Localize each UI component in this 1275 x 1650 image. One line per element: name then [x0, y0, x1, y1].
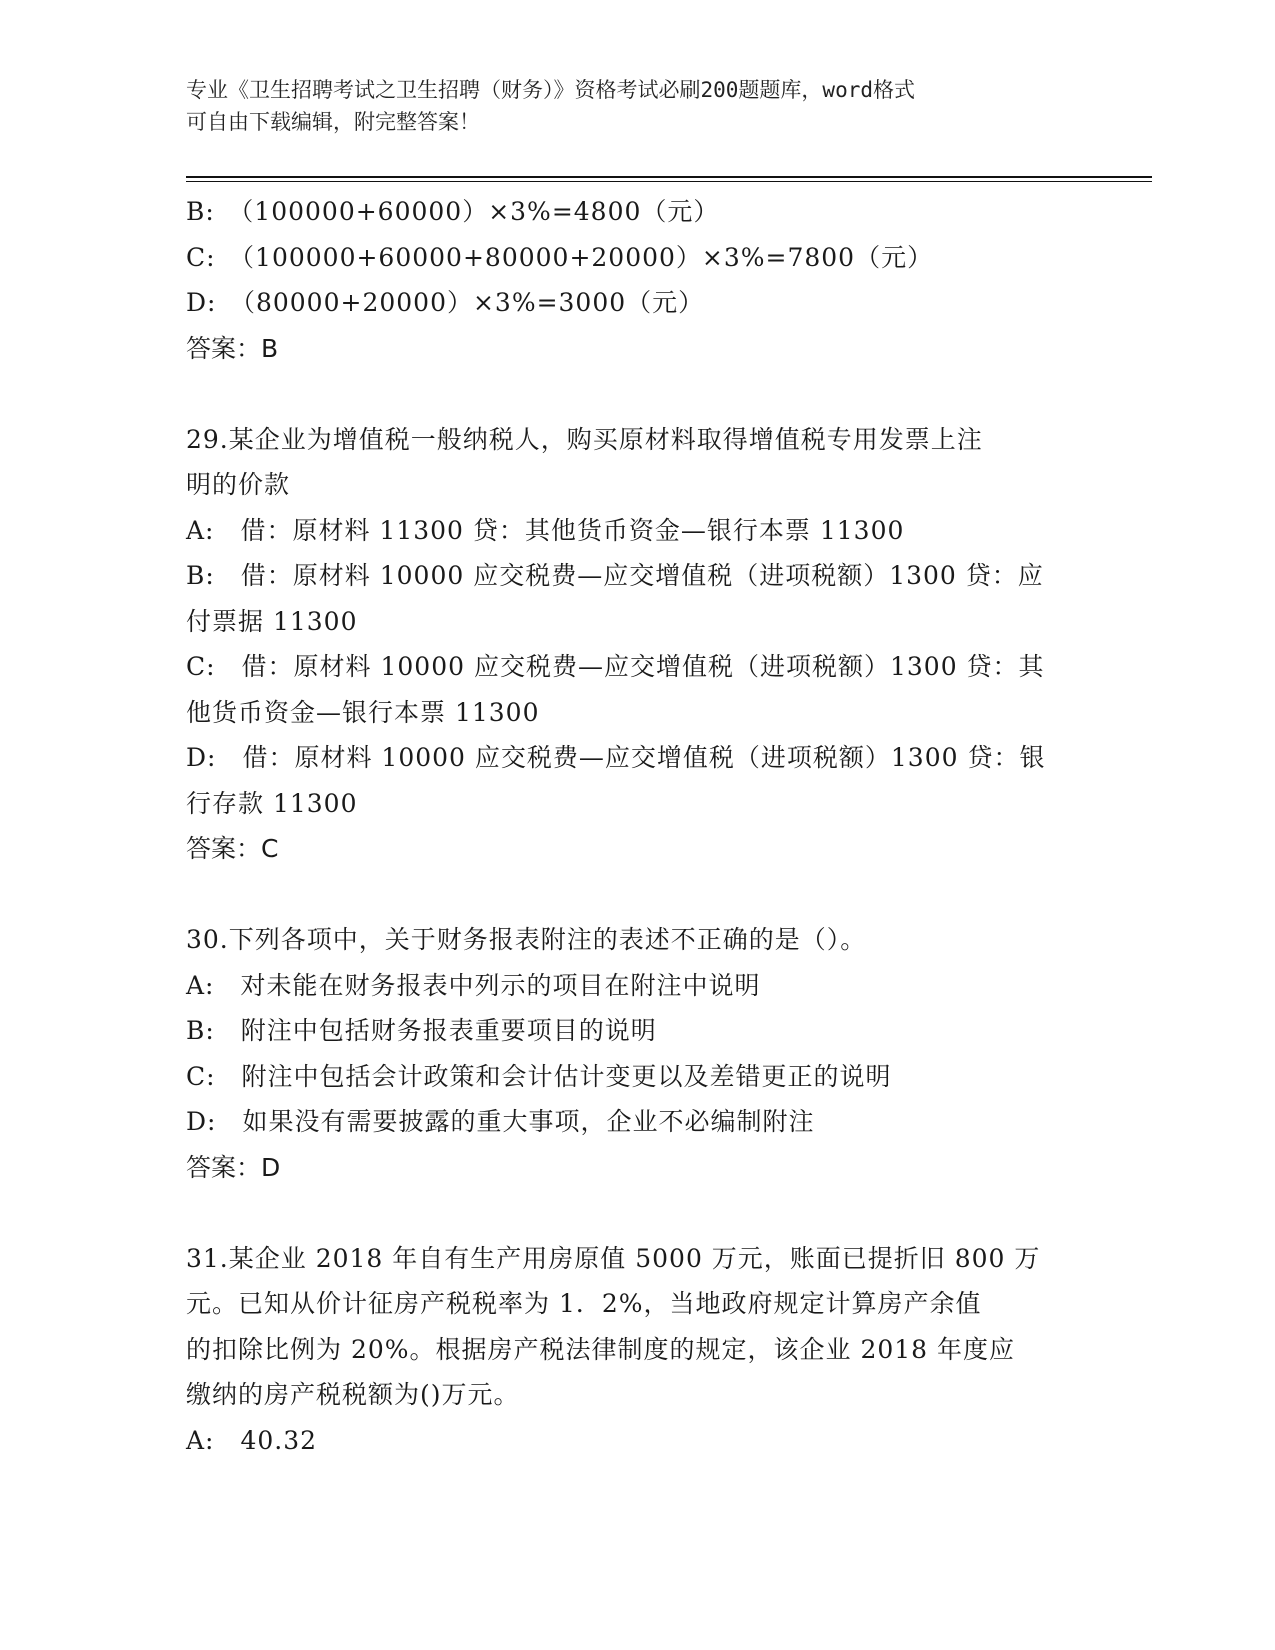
- option-b-continued: 付票据 11300: [186, 606, 358, 636]
- question-text-line: 29.某企业为增值税一般纳税人，购买原材料取得增值税专用发票上注: [186, 424, 983, 454]
- question-text-line: 缴纳的房产税税额为()万元。: [186, 1380, 520, 1409]
- option-c: C: 附注中包括会计政策和会计估计变更以及差错更正的说明: [186, 1061, 892, 1091]
- spacer: [186, 1190, 1086, 1236]
- question-29: [186, 417, 1086, 872]
- answer: 答案：C: [186, 834, 279, 863]
- answer: 答案：B: [186, 333, 279, 363]
- header-title-line-2: 可自由下载编辑，附完整答案！: [186, 110, 480, 134]
- document-header: [186, 74, 1086, 138]
- header-rule-thin: [186, 181, 1152, 182]
- header-title-line-1: 专业《卫生招聘考试之卫生招聘（财务）》资格考试必刷200题题库，word格式: [186, 78, 915, 102]
- option-c-continued: 他货币资金—银行本票 11300: [186, 697, 540, 727]
- option-c: C: 借：原材料 10000 应交税费—应交增值税（进项税额）1300 贷：其: [186, 652, 1045, 681]
- spacer: [186, 872, 1086, 918]
- spacer: [186, 371, 1086, 417]
- question-28-tail: [186, 189, 1086, 371]
- question-text-line: 明的价款: [186, 470, 291, 499]
- question-text-line: 的扣除比例为 20%。根据房产税法律制度的规定，该企业 2018 年度应: [186, 1334, 1016, 1364]
- option-d: D: 如果没有需要披露的重大事项，企业不必编制附注: [186, 1107, 815, 1136]
- document-body: [186, 189, 1086, 1463]
- option-a: A: 对未能在财务报表中列示的项目在附注中说明: [186, 970, 761, 1000]
- option-a: A: 40.32: [186, 1425, 318, 1455]
- option-b: B: 借：原材料 10000 应交税费—应交增值税（进项税额）1300 贷：应: [186, 561, 1044, 590]
- option-b: B: （100000+60000）×3%=4800（元）: [186, 197, 720, 226]
- question-31: [186, 1236, 1086, 1464]
- question-text-line: 30.下列各项中，关于财务报表附注的表述不正确的是（）。: [186, 925, 867, 954]
- option-d-continued: 行存款 11300: [186, 788, 358, 818]
- option-d: D: （80000+20000）×3%=3000（元）: [186, 288, 705, 317]
- option-c: C: （100000+60000+80000+20000）×3%=7800（元）: [186, 242, 934, 272]
- option-a: A: 借：原材料 11300 贷：其他货币资金—银行本票 11300: [186, 515, 905, 545]
- header-rule-thick: [186, 176, 1152, 178]
- option-d: D: 借：原材料 10000 应交税费—应交增值税（进项税额）1300 贷：银: [186, 743, 1046, 772]
- option-b: B: 附注中包括财务报表重要项目的说明: [186, 1016, 657, 1045]
- question-text-line: 元。已知从价计征房产税税率为 1．2%，当地政府规定计算房产余值: [186, 1289, 982, 1318]
- answer: 答案：D: [186, 1152, 281, 1182]
- question-30: [186, 917, 1086, 1190]
- question-text-line: 31.某企业 2018 年自有生产用房原值 5000 万元，账面已提折旧 800 万: [186, 1243, 1041, 1273]
